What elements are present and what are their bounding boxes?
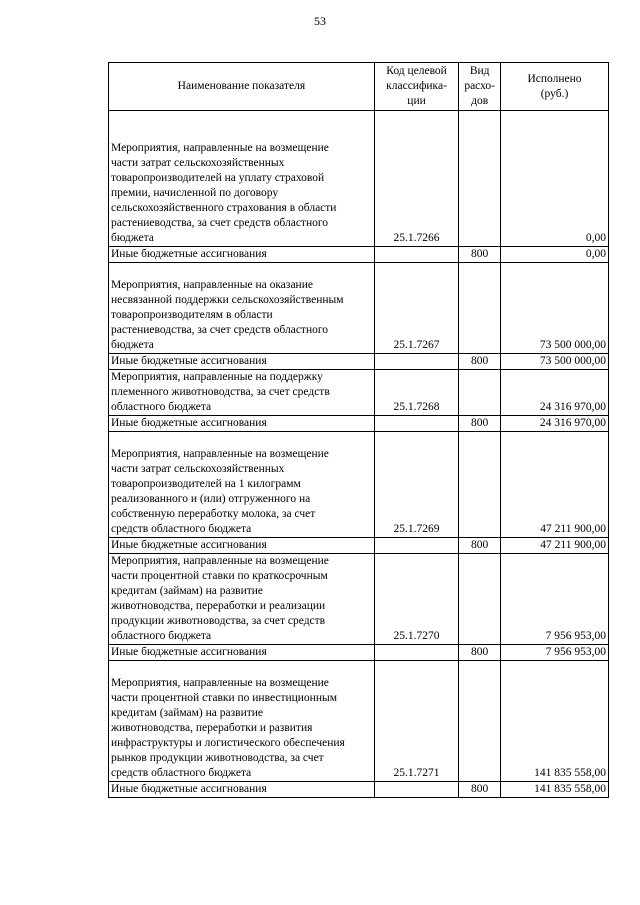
table-row-measure <box>109 661 609 782</box>
row-expense-type: 800 <box>459 645 501 661</box>
header-amount-line: Исполнено <box>527 72 582 85</box>
header-code-line: классифика- <box>386 80 447 92</box>
row-expense-type <box>459 263 501 354</box>
row-amount: 141 835 558,00 <box>501 661 609 782</box>
header-type-line: дов <box>471 95 489 107</box>
row-code <box>374 416 459 432</box>
row-expense-type <box>459 432 501 538</box>
row-code: 25.1.7269 <box>374 432 459 538</box>
row-name-line: растениеводства, за счет средств областного <box>111 217 329 229</box>
row-code <box>374 782 459 798</box>
row-name-line: Мероприятия, направленные на возмещение <box>111 142 329 154</box>
row-name <box>109 432 375 538</box>
row-expense-type: 800 <box>459 247 501 263</box>
table-row-subtotal <box>109 247 609 263</box>
row-spacer <box>111 661 372 676</box>
row-name-line: Мероприятия, направленные на возмещение <box>111 555 329 567</box>
budget-table <box>108 62 609 798</box>
row-name-line: животноводства, переработки и реализации <box>111 600 326 612</box>
row-name <box>109 416 375 432</box>
row-amount: 47 211 900,00 <box>501 432 609 538</box>
row-spacer <box>111 111 372 126</box>
row-name-line: племенного животноводства, за счет средств <box>111 386 330 398</box>
row-expense-type: 800 <box>459 354 501 370</box>
table-row-measure <box>109 370 609 416</box>
table-row-subtotal <box>109 645 609 661</box>
row-name-line: Мероприятия, направленные на оказание <box>111 279 313 291</box>
page-number: 53 <box>314 14 326 28</box>
table-row-measure <box>109 432 609 538</box>
row-spacer <box>111 263 372 278</box>
row-name-line: областного бюджета <box>111 630 212 642</box>
row-expense-type <box>459 111 501 247</box>
row-amount: 141 835 558,00 <box>501 782 609 798</box>
row-name-line: средств областного бюджета <box>111 523 252 535</box>
row-name-line: растениеводства, за счет средств областного <box>111 324 329 336</box>
row-amount: 7 956 953,00 <box>501 554 609 645</box>
row-spacer <box>111 126 372 141</box>
row-name-line: Иные бюджетные ассигнования <box>111 783 267 795</box>
header-code <box>374 63 459 111</box>
header-type <box>459 63 501 111</box>
row-code: 25.1.7268 <box>374 370 459 416</box>
row-name-line: части затрат сельскохозяйственных <box>111 157 285 169</box>
row-name-line: рынков продукции животноводства, за счет <box>111 752 324 764</box>
row-name-line: кредитам (займам) на развитие <box>111 585 264 597</box>
row-amount: 47 211 900,00 <box>501 538 609 554</box>
row-name <box>109 554 375 645</box>
row-name <box>109 111 375 247</box>
row-spacer <box>111 432 372 447</box>
row-name-line: животноводства, переработки и развития <box>111 722 313 734</box>
row-amount: 0,00 <box>501 247 609 263</box>
row-name <box>109 538 375 554</box>
row-name-line: части затрат сельскохозяйственных <box>111 463 285 475</box>
row-amount: 24 316 970,00 <box>501 370 609 416</box>
row-name <box>109 354 375 370</box>
row-name-line: Иные бюджетные ассигнования <box>111 355 267 367</box>
table-header-row <box>109 63 609 111</box>
header-type-line: Вид <box>469 65 490 77</box>
header-type-line: расхо- <box>464 80 496 92</box>
header-code-line: Код целевой <box>386 65 447 77</box>
table-row-subtotal <box>109 354 609 370</box>
row-code <box>374 645 459 661</box>
row-code <box>374 247 459 263</box>
row-expense-type: 800 <box>459 416 501 432</box>
row-amount: 73 500 000,00 <box>501 354 609 370</box>
row-name-line: несвязанной поддержки сельскохозяйственным <box>111 294 344 306</box>
row-name-line: части процентной ставки по краткосрочным <box>111 570 328 582</box>
row-name-line: Иные бюджетные ассигнования <box>111 417 267 429</box>
row-name <box>109 661 375 782</box>
header-code-line: ции <box>407 95 426 107</box>
header-amount <box>501 63 609 111</box>
row-name-line: Мероприятия, направленные на возмещение <box>111 677 329 689</box>
row-code: 25.1.7271 <box>374 661 459 782</box>
row-name-line: продукции животноводства, за счет средств <box>111 615 326 627</box>
row-amount: 0,00 <box>501 111 609 247</box>
header-amount-line: (руб.) <box>540 87 569 100</box>
row-name <box>109 645 375 661</box>
row-expense-type <box>459 661 501 782</box>
table-row-subtotal <box>109 782 609 798</box>
table-body <box>109 111 609 798</box>
row-amount: 73 500 000,00 <box>501 263 609 354</box>
row-name-line: сельскохозяйственного страхования в области <box>111 202 337 214</box>
row-name-line: части процентной ставки по инвестиционным <box>111 692 337 704</box>
row-expense-type: 800 <box>459 538 501 554</box>
row-expense-type: 800 <box>459 782 501 798</box>
row-name-line: реализованного и (или) отгруженного на <box>111 493 311 505</box>
row-name-line: Мероприятия, направленные на поддержку <box>111 371 323 383</box>
row-name-line: Иные бюджетные ассигнования <box>111 646 267 658</box>
row-name-line: товаропроизводителям в области <box>111 309 273 321</box>
table-row-subtotal <box>109 416 609 432</box>
row-name-line: премии, начисленной по договору <box>111 187 279 199</box>
row-name-line: товаропроизводителей на 1 килограмм <box>111 478 301 490</box>
row-name-line: Иные бюджетные ассигнования <box>111 248 267 260</box>
row-amount: 7 956 953,00 <box>501 645 609 661</box>
row-name <box>109 370 375 416</box>
row-name-line: собственную переработку молока, за счет <box>111 508 316 520</box>
row-name-line: бюджета <box>111 339 154 351</box>
row-code <box>374 538 459 554</box>
row-name <box>109 263 375 354</box>
table-row-measure <box>109 554 609 645</box>
row-name <box>109 247 375 263</box>
row-code: 25.1.7267 <box>374 263 459 354</box>
row-expense-type <box>459 554 501 645</box>
table-row-measure <box>109 111 609 247</box>
header-name: Наименование показателя <box>109 63 375 111</box>
table-row-measure <box>109 263 609 354</box>
row-name-line: Мероприятия, направленные на возмещение <box>111 448 329 460</box>
row-amount: 24 316 970,00 <box>501 416 609 432</box>
row-name <box>109 782 375 798</box>
row-name-line: средств областного бюджета <box>111 767 252 779</box>
row-name-line: бюджета <box>111 232 154 244</box>
row-name-line: областного бюджета <box>111 401 212 413</box>
row-code <box>374 354 459 370</box>
row-name-line: кредитам (займам) на развитие <box>111 707 264 719</box>
row-code: 25.1.7266 <box>374 111 459 247</box>
row-code: 25.1.7270 <box>374 554 459 645</box>
table-row-subtotal <box>109 538 609 554</box>
row-expense-type <box>459 370 501 416</box>
row-name-line: товаропроизводителей на уплату страховой <box>111 172 325 184</box>
row-name-line: Иные бюджетные ассигнования <box>111 539 267 551</box>
row-name-line: инфраструктуры и логистического обеспечения <box>111 737 345 749</box>
